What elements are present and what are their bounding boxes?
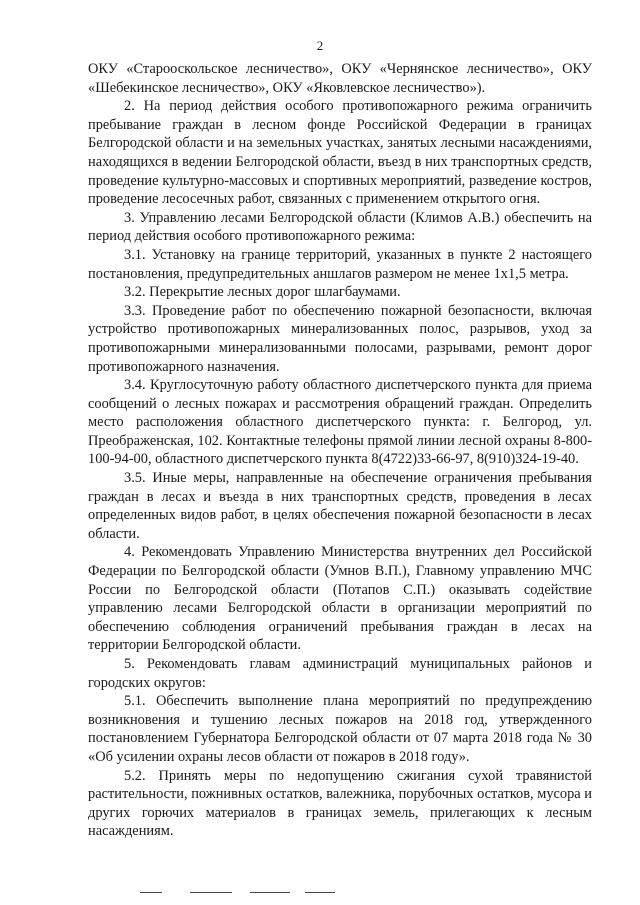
paragraph-3-2: 3.2. Перекрытие лесных дорог шлагбаумами.	[124, 284, 401, 301]
scan-artifact-line	[305, 892, 335, 893]
page-number: 2	[316, 38, 324, 53]
paragraph-5-1: 5.1. Обеспечить выполнение плана мероприятий по предупреждению возникновения и тушению лесных пожаров на 2018 год, утвержденного постановлением Губернатора Белгородской области от 07 марта 2018 года № 30 «Об усилении охраны лесов области от пожаров в 2018 году».	[88, 693, 592, 765]
document-body	[88, 60, 592, 841]
paragraph-2: 2. На период действия особого противопожарного режима ограничить пребывание граждан в лесном фонде Российской Федерации в границах Белгородской области и на земельных участках, занятых лесными насаждениями, находящихся в ведении Белгородской области, въезд в них транспортных средств, проведение культурно-массовых и спортивных мероприятий, разведение костров, проведение лесосечных работ, связанных с применением открытого огня.	[88, 98, 592, 208]
paragraph-3-5: 3.5. Иные меры, направленные на обеспечение ограничения пребывания граждан в лесах и въезда в них транспортных средств, проведения в лесах определенных видов работ, в целях обеспечения пожарной безопасности в лесах области.	[88, 470, 592, 542]
paragraph-3-3: 3.3. Проведение работ по обеспечению пожарной безопасности, включая устройство противопожарных минерализованных полос, разрывов, уход за противопожарными минерализованными полосами, разрывами, ремонт дорог противопожарного назначения.	[88, 302, 592, 375]
scan-artifact-line	[140, 892, 162, 893]
paragraph-4: 4. Рекомендовать Управлению Министерства внутренних дел Российской Федерации по Белгородской области (Умнов В.П.), Главному управлению МЧС России по Белгородской области (Потапов С.П.) оказывать содействие управлению лесами Белгородской области в организации мероприятий по обеспечению соблюдения ограничений пребывания граждан в лесах на территории Белгородской области.	[88, 544, 592, 654]
scan-artifact-line	[250, 892, 290, 893]
paragraph-5: 5. Рекомендовать главам администраций муниципальных районов и городских округов:	[88, 656, 592, 691]
paragraph-3-4: 3.4. Круглосуточную работу областного диспетчерского пункта для приема сообщений о лесных пожарах и рассмотрения обращений граждан. Определить место расположения областного диспетчерского пункта: г. Белгород, ул. Преображенская, 102. Контактные телефоны прямой линии лесной охраны 8-800-100-94-00, областного диспетчерского пункта 8(4722)33-66-97, 8(910)324-19-40.	[88, 377, 592, 468]
paragraph-3-1: 3.1. Установку на границе территорий, указанных в пункте 2 настоящего постановления, предупредительных аншлагов размером не менее 1х1,5 метра.	[88, 246, 592, 282]
paragraph-3: 3. Управлению лесами Белгородской области (Климов А.В.) обеспечить на период действия особого противопожарного режима:	[88, 209, 592, 245]
scan-artifact-line	[190, 892, 232, 893]
paragraph-1-continuation: ОКУ «Старооскольское лесничество», ОКУ «Чернянское лесничество», ОКУ «Шебекинское лесничество», ОКУ «Яковлевское лесничество»).	[88, 61, 592, 96]
paragraph-5-2: 5.2. Принять меры по недопущению сжигания сухой травянистой растительности, пожнивных остатков, валежника, порубочных остатков, мусора и других горючих материалов в границах земель, прилегающих к лесным насаждениям.	[88, 767, 592, 840]
